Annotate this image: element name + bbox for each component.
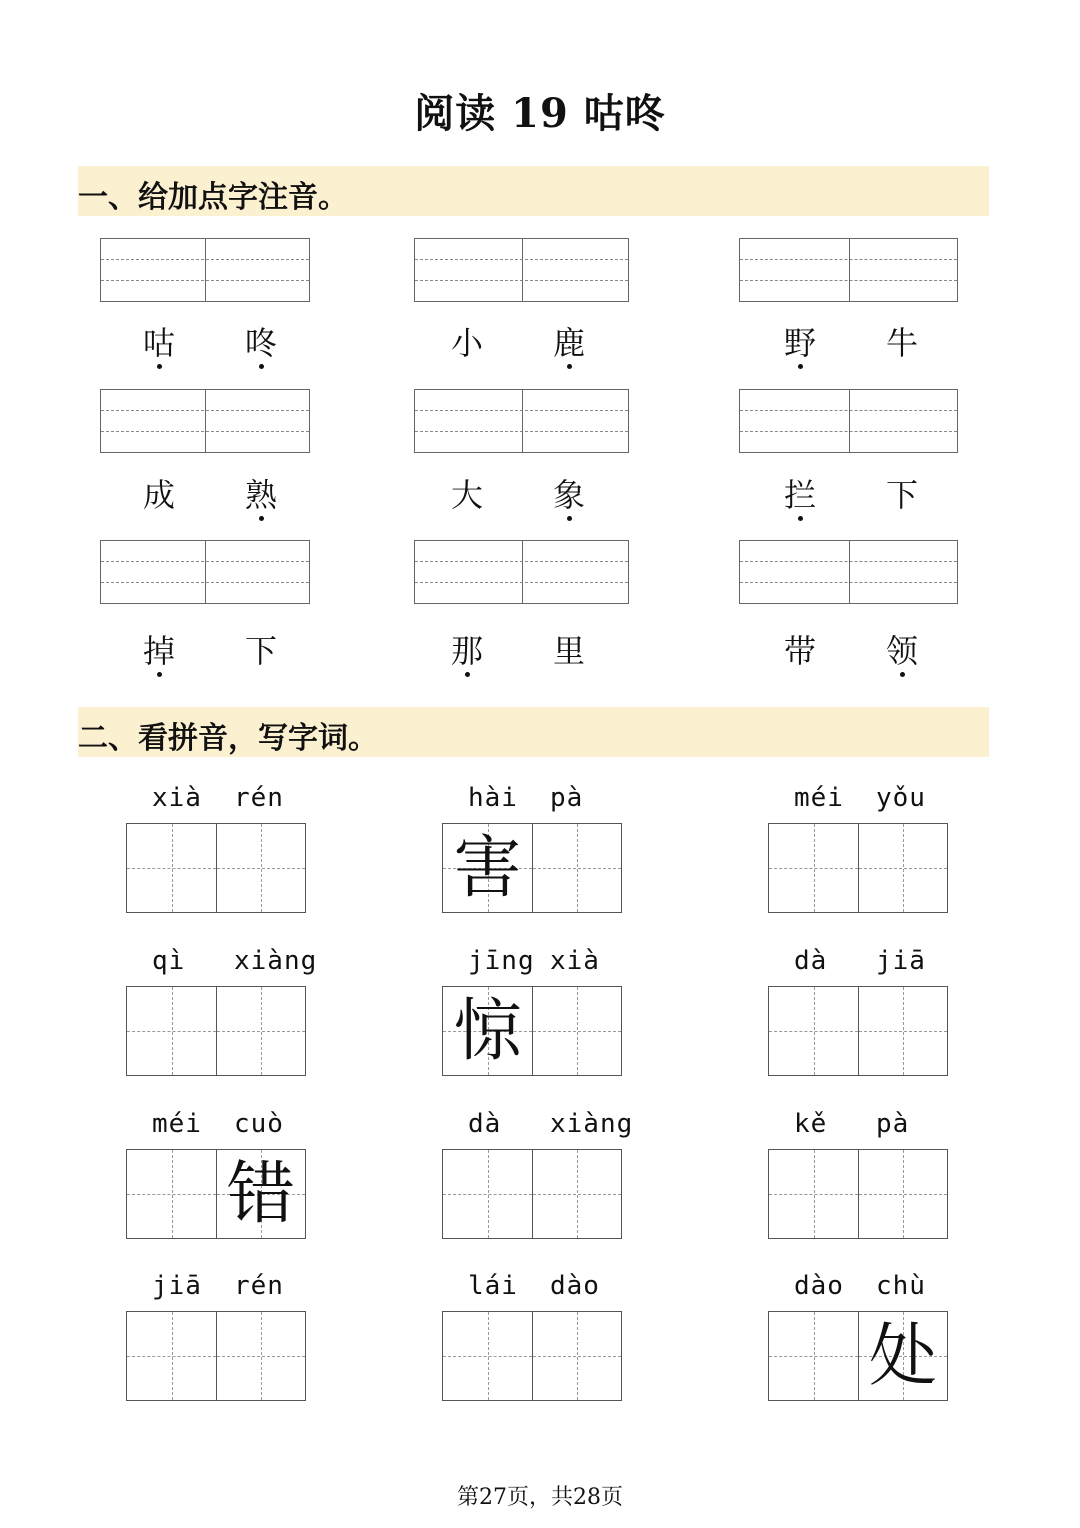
word-character: 咕	[134, 323, 184, 363]
tianzige-box[interactable]	[768, 986, 948, 1076]
writing-cell[interactable]	[216, 824, 305, 912]
pinyin-answer-box[interactable]	[739, 540, 958, 604]
word-character: 鹿	[544, 323, 594, 363]
pinyin-label: jiā	[876, 946, 926, 976]
pinyin-label: méi	[794, 783, 844, 813]
page-footer: 第27页，共28页	[457, 1485, 623, 1510]
tianzige-box[interactable]	[126, 1311, 306, 1401]
pinyin-label: hài	[468, 783, 518, 813]
written-character: 害	[453, 829, 522, 908]
written-character: 惊	[453, 992, 522, 1071]
word-character: 象	[544, 475, 594, 515]
written-character	[859, 987, 947, 1075]
tianzige-box[interactable]	[442, 823, 622, 913]
word-character: 大	[450, 476, 483, 514]
writing-cell[interactable]	[532, 1150, 621, 1238]
written-character	[127, 1150, 216, 1238]
writing-cell[interactable]	[769, 1312, 858, 1400]
written-character	[859, 1150, 947, 1238]
word-character: 掉	[134, 631, 184, 671]
tianzige-box[interactable]	[442, 1149, 622, 1239]
section-one-header	[78, 166, 989, 216]
writing-cell[interactable]	[127, 1150, 216, 1238]
pinyin-answer-box[interactable]	[100, 238, 310, 302]
pinyin-label: jīng	[468, 946, 535, 976]
writing-cell[interactable]	[216, 1150, 305, 1238]
written-character	[217, 987, 305, 1075]
written-character: 错	[226, 1155, 295, 1234]
word-character: 野	[775, 323, 825, 363]
writing-cell[interactable]	[858, 1312, 947, 1400]
writing-cell[interactable]	[858, 1150, 947, 1238]
pinyin-label: kě	[794, 1109, 828, 1139]
writing-cell[interactable]	[769, 824, 858, 912]
written-character	[769, 824, 858, 912]
writing-cell[interactable]	[216, 987, 305, 1075]
written-character	[533, 824, 621, 912]
tianzige-box[interactable]	[442, 1311, 622, 1401]
section-one-heading: 一、给加点字注音。	[78, 180, 348, 215]
word-character: 那	[442, 631, 492, 671]
written-character	[443, 1312, 532, 1400]
word-character: 牛	[885, 324, 918, 362]
writing-cell[interactable]	[532, 1312, 621, 1400]
writing-cell[interactable]	[858, 824, 947, 912]
writing-cell[interactable]	[858, 987, 947, 1075]
writing-cell[interactable]	[769, 987, 858, 1075]
written-character	[769, 987, 858, 1075]
written-character	[859, 824, 947, 912]
written-character	[533, 1312, 621, 1400]
written-character	[533, 1150, 621, 1238]
pinyin-label: qì	[152, 946, 186, 976]
writing-cell[interactable]	[443, 824, 532, 912]
pinyin-answer-box[interactable]	[414, 540, 629, 604]
writing-cell[interactable]	[127, 1312, 216, 1400]
pinyin-label: xià	[152, 783, 202, 813]
written-character	[769, 1150, 858, 1238]
word-character: 带	[783, 632, 816, 670]
tianzige-box[interactable]	[768, 1149, 948, 1239]
pinyin-label: rén	[234, 783, 284, 813]
pinyin-label: xiàng	[550, 1109, 634, 1139]
pinyin-answer-box[interactable]	[100, 389, 310, 453]
pinyin-label: dà	[794, 946, 828, 976]
pinyin-answer-box[interactable]	[739, 238, 958, 302]
pinyin-label: méi	[152, 1109, 202, 1139]
pinyin-answer-box[interactable]	[414, 238, 629, 302]
writing-cell[interactable]	[532, 987, 621, 1075]
tianzige-box[interactable]	[126, 823, 306, 913]
written-character	[533, 987, 621, 1075]
pinyin-label: dà	[468, 1109, 502, 1139]
pinyin-answer-box[interactable]	[739, 389, 958, 453]
pinyin-label: lái	[468, 1271, 518, 1301]
pinyin-label: rén	[234, 1271, 284, 1301]
pinyin-label: dào	[550, 1271, 600, 1301]
word-character: 下	[885, 476, 918, 514]
pinyin-label: yǒu	[876, 783, 926, 813]
written-character	[127, 987, 216, 1075]
written-character: 处	[868, 1317, 937, 1396]
written-character	[127, 824, 216, 912]
writing-cell[interactable]	[127, 987, 216, 1075]
writing-cell[interactable]	[769, 1150, 858, 1238]
pinyin-label: xiàng	[234, 946, 318, 976]
writing-cell[interactable]	[127, 824, 216, 912]
word-character: 领	[877, 631, 927, 671]
pinyin-label: jiā	[152, 1271, 202, 1301]
writing-cell[interactable]	[216, 1312, 305, 1400]
pinyin-label: cuò	[234, 1109, 284, 1139]
pinyin-label: pà	[876, 1109, 910, 1139]
writing-cell[interactable]	[443, 1312, 532, 1400]
section-two-heading: 二、看拼音，写字词。	[78, 721, 378, 756]
tianzige-box[interactable]	[126, 986, 306, 1076]
written-character	[217, 1312, 305, 1400]
word-character: 熟	[236, 475, 286, 515]
writing-cell[interactable]	[443, 987, 532, 1075]
word-character: 小	[450, 324, 483, 362]
word-character: 下	[244, 632, 277, 670]
pinyin-label: chù	[876, 1271, 926, 1301]
tianzige-box[interactable]	[768, 1311, 948, 1401]
word-character: 成	[142, 476, 175, 514]
writing-cell[interactable]	[443, 1150, 532, 1238]
tianzige-box[interactable]	[126, 1149, 306, 1239]
section-two-header	[78, 707, 989, 757]
pinyin-answer-box[interactable]	[414, 389, 629, 453]
word-character: 咚	[236, 323, 286, 363]
pinyin-label: xià	[550, 946, 600, 976]
page-title: 阅读 19 咕咚	[414, 90, 666, 137]
pinyin-label: pà	[550, 783, 584, 813]
written-character	[769, 1312, 858, 1400]
written-character	[127, 1312, 216, 1400]
written-character	[217, 824, 305, 912]
word-character: 拦	[775, 475, 825, 515]
writing-cell[interactable]	[532, 824, 621, 912]
word-character: 里	[552, 632, 585, 670]
pinyin-label: dào	[794, 1271, 844, 1301]
tianzige-box[interactable]	[442, 986, 622, 1076]
pinyin-answer-box[interactable]	[100, 540, 310, 604]
written-character	[443, 1150, 532, 1238]
tianzige-box[interactable]	[768, 823, 948, 913]
